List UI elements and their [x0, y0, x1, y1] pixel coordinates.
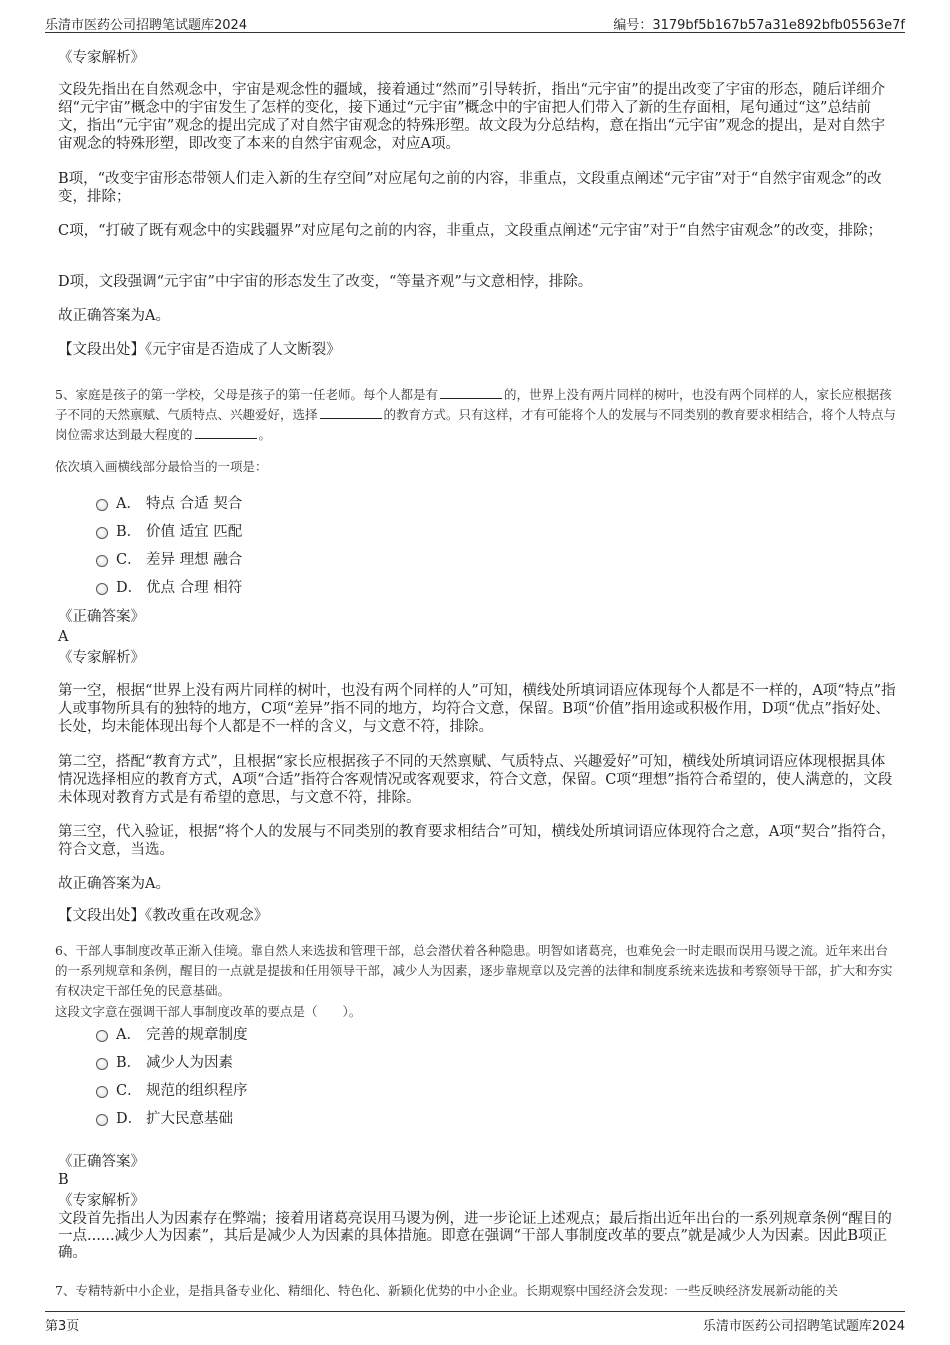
q6-answer: B	[58, 1172, 69, 1188]
prev-analysis-para-4: D项，文段强调“元宇宙”中宇宙的形态发生了改变，“等量齐观”与文意相悖，排除。	[58, 274, 593, 290]
radio-icon[interactable]	[96, 583, 108, 595]
question-5-prompt: 依次填入画横线部分最恰当的一项是：	[55, 459, 268, 474]
header-doc-id: 编号：3179bf5b167b57a31e892bfb05563e7f	[613, 18, 905, 33]
question-6-text: 6、干部人事制度改革正渐入佳境。靠自然人来选拔和管理干部，总会潜伏着各种隐患。明智如诸葛亮，也难免会一时走眼而误用马谡之流。近年来出台的一系列规章和条例，醒目的一点就是提拔和任用领导干部，减少人为因素，逐步靠规章以及完善的法律和制度系统来选拔和考察领导干部，扩大和夯实有权决定干部任免的民意基础。	[55, 943, 893, 998]
blank-3	[195, 426, 257, 439]
prev-conclusion: 故正确答案为A。	[58, 308, 170, 324]
q5-option-d[interactable]: D． 优点 合理 相符	[96, 579, 242, 597]
page-number: 第3页	[45, 1319, 80, 1334]
q6-option-a[interactable]: A． 完善的规章制度	[96, 1026, 248, 1044]
prev-analysis-para-3: C项，“打破了既有观念中的实践疆界”对应尾句之前的内容，非重点，文段重点阐述“元宇宙”对于“自然宇宙观念”的改变，排除；	[58, 223, 883, 239]
prev-analysis-para-1: 文段先指出在自然观念中，宇宙是观念性的疆域，接着通过“然而”引导转折，指出“元宇宙”的提出改变了宇宙的形态，随后详细介绍“元宇宙”概念中的宇宙发生了怎样的变化，接下通过“元宇宙”概念中的宇宙把人们带入了新的生存面相，尾句通过“这”总结前文，指出“元宇宙”观念的提出完成了对自然宇宙观念的特殊形塑。故文段为分总结构，意在指出“元宇宙”观念的提出，是对自然宇宙观念的特殊形塑，即改变了本来的自然宇宙观念，对应A项。	[58, 82, 886, 152]
q5-answer: A	[58, 629, 69, 645]
q5-analysis-para-3: 第三空，代入验证，根据“将个人的发展与不同类别的教育要求相结合”可知，横线处所填词语应体现符合之意，A项“契合”指符合，符合文意，当选。	[58, 824, 896, 858]
radio-icon[interactable]	[96, 1114, 108, 1126]
radio-icon[interactable]	[96, 1058, 108, 1070]
radio-icon[interactable]	[96, 1030, 108, 1042]
q5-option-a[interactable]: A． 特点 合适 契合	[96, 495, 242, 513]
question-6-prompt: 这段文字意在强调干部人事制度改革的要点是（ ）。	[55, 1004, 362, 1019]
blank-1	[440, 386, 502, 399]
q5-option-b[interactable]: B． 价值 适宜 匹配	[96, 523, 242, 541]
q6-answer-label: 《正确答案》	[58, 1154, 145, 1170]
q5-option-c[interactable]: C． 差异 理想 融合	[96, 551, 242, 569]
q5-analysis-para-1: 第一空，根据“世界上没有两片同样的树叶，也没有两个同样的人”可知，横线处所填词语应体现每个人都是不一样的，A项“特点”指人或事物所具有的独特的地方，C项“差异”指不同的地方，均符合文意，保留。B项“价值”指用途或积极作用，D项“优点”指好处、长处，均未能体现出每个人都是不一样的含义，与文意不符，排除。	[58, 683, 896, 735]
q5-conclusion: 故正确答案为A。	[58, 876, 170, 892]
q5-answer-label: 《正确答案》	[58, 609, 145, 625]
question-5-text: 5、家庭是孩子的第一学校，父母是孩子的第一任老师。每个人都是有 的，世界上没有两片同样的树叶，也没有两个同样的人，家长应根据孩子不同的天然禀赋、气质特点、兴趣爱好，选择 的教育方式。只有这样，才有可能将个人的发展与不同类别的教育要求相结合，将个人特点与岗位需求达到最大程度的 。	[55, 387, 897, 442]
q6-option-b[interactable]: B． 减少人为因素	[96, 1054, 233, 1072]
blank-2	[320, 406, 382, 419]
prev-source: 【文段出处】《元宇宙是否造成了人文断裂》	[58, 342, 341, 358]
prev-analysis-label: 《专家解析》	[58, 50, 145, 66]
q5-analysis-label: 《专家解析》	[58, 650, 145, 666]
page-footer	[45, 1311, 905, 1334]
q6-analysis-label: 《专家解析》	[58, 1193, 145, 1209]
question-7-text: 7、专精特新中小企业，是指具备专业化、精细化、特色化、新颖化优势的中小企业。长期观察中国经济会发现：一些反映经济发展新动能的关	[55, 1283, 838, 1298]
radio-icon[interactable]	[96, 499, 108, 511]
q6-option-c[interactable]: C． 规范的组织程序	[96, 1082, 248, 1100]
radio-icon[interactable]	[96, 1086, 108, 1098]
page-header	[45, 12, 905, 33]
radio-icon[interactable]	[96, 527, 108, 539]
footer-title: 乐清市医药公司招聘笔试题库2024	[702, 1319, 905, 1334]
header-title: 乐清市医药公司招聘笔试题库2024	[45, 18, 248, 33]
q5-analysis-para-2: 第二空，搭配“教育方式”，且根据“家长应根据孩子不同的天然禀赋、气质特点、兴趣爱好”可知，横线处所填词语应体现根据具体情况选择相应的教育方式，A项“合适”指符合客观情况或客观要求，符合文意，保留。C项“理想”指符合希望的，使人满意的，文段未体现对教育方式是有希望的意思，与文意不符，排除。	[58, 754, 893, 806]
prev-analysis-para-2: B项，“改变宇宙形态带领人们走入新的生存空间”对应尾句之前的内容，非重点，文段重点阐述“元宇宙”对于“自然宇宙观念”的改变，排除；	[58, 171, 882, 205]
q6-option-d[interactable]: D． 扩大民意基础	[96, 1110, 233, 1128]
radio-icon[interactable]	[96, 555, 108, 567]
q6-analysis-para-1: 文段首先指出人为因素存在弊端；接着用诸葛亮误用马谡为例，进一步论证上述观点；最后指出近年出台的一系列规章条例“醒目的一点......减少人为因素”，其后是减少人为因素的具体措施。即意在强调“干部人事制度改革的要点”就是减少人为因素。因此B项正确。	[58, 1211, 892, 1261]
q5-source: 【文段出处】《教改重在改观念》	[58, 908, 269, 924]
